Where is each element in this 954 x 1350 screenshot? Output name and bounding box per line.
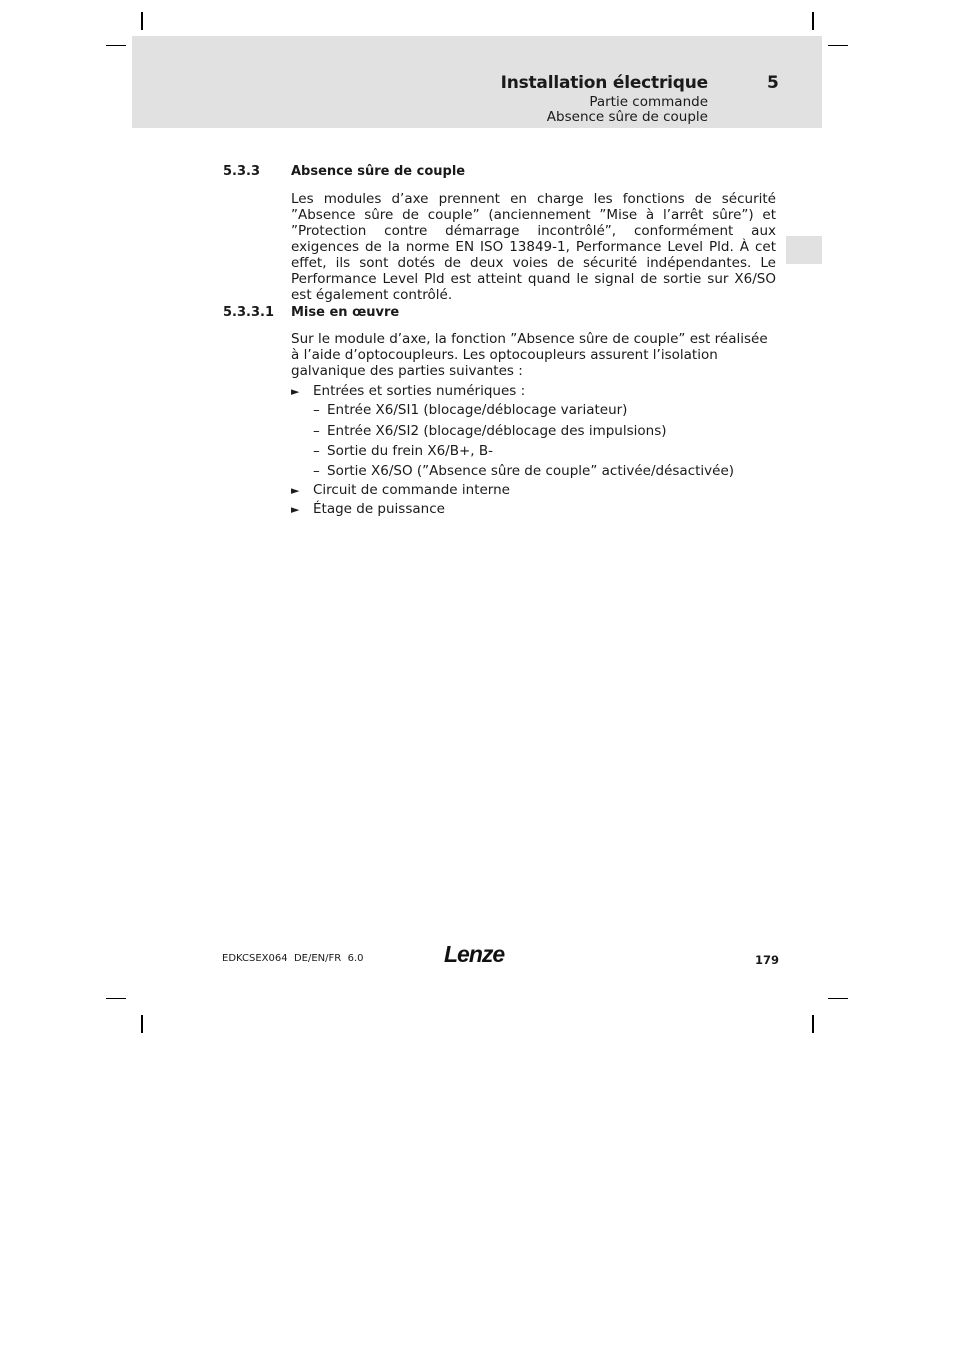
arrow-right-icon: ► [291,502,300,516]
logo-text: Lenze [444,941,505,967]
section-paragraph: Les modules d’axe prennent en charge les fonctions de sécurité ”Absence sûre de couple” (anciennement ”Mise à l’arrêt sûre”) et ”Protection contre démarrage incontrôlé”, conformément aux exigences de la norme EN ISO 13849-1, Performance Level Pld. À cet effet, ils sont dotés de deux voies de sécurité indépendantes. Le Performance Level Pld est atteint quand le signal de sortie sur X6/SO est également contrôlé. [291,191,776,303]
dash-icon: – [313,463,320,479]
sub-list-item [313,423,667,439]
sub-list-item [313,402,627,418]
section-title: Absence sûre de couple [291,164,466,179]
crop-mark [106,45,126,46]
list-item-label: Étage de puissance [313,501,445,517]
header-subtitle-1: Partie commande [589,94,708,110]
section-number: 5.3.3 [223,164,261,179]
chapter-number: 5 [767,73,779,93]
chapter-title: Installation électrique [500,73,708,93]
arrow-right-icon: ► [291,384,300,398]
lenze-logo [444,941,508,971]
list-item [291,482,510,498]
crop-mark [141,1015,143,1033]
page-number: 179 [755,953,780,967]
subsection-number: 5.3.3.1 [223,305,274,320]
sub-list-item-label: Sortie du frein X6/B+, B- [327,443,494,459]
dash-icon: – [313,402,320,418]
crop-mark [812,12,814,30]
subsection-title: Mise en œuvre [291,305,400,320]
crop-mark [812,1015,814,1033]
crop-mark [828,998,848,999]
sub-list-item-label: Entrée X6/SI2 (blocage/déblocage des impulsions) [327,423,667,439]
list-item [291,383,525,399]
header-band [132,36,822,128]
header-subtitle-2: Absence sûre de couple [546,109,708,125]
chapter-side-tab [786,236,822,264]
sub-list-item [313,463,734,479]
list-item [291,501,445,517]
crop-mark [828,45,848,46]
list-item-label: Entrées et sorties numériques : [313,383,526,399]
sub-list-item [313,443,493,459]
subsection-paragraph: Sur le module d’axe, la fonction ”Absence sûre de couple” est réalisée à l’aide d’optocoupleurs. Les optocoupleurs assurent l’isolation galvanique des parties suivantes : [291,331,768,379]
document-id: EDKCSEX064 DE/EN/FR 6.0 [222,953,364,964]
arrow-right-icon: ► [291,483,300,497]
crop-mark [106,998,126,999]
sub-list-item-label: Sortie X6/SO (”Absence sûre de couple” activée/désactivée) [327,463,735,479]
crop-mark [141,12,143,30]
dash-icon: – [313,423,320,439]
sub-list-item-label: Entrée X6/SI1 (blocage/déblocage variateur) [327,402,628,418]
dash-icon: – [313,443,320,459]
list-item-label: Circuit de commande interne [313,482,510,498]
